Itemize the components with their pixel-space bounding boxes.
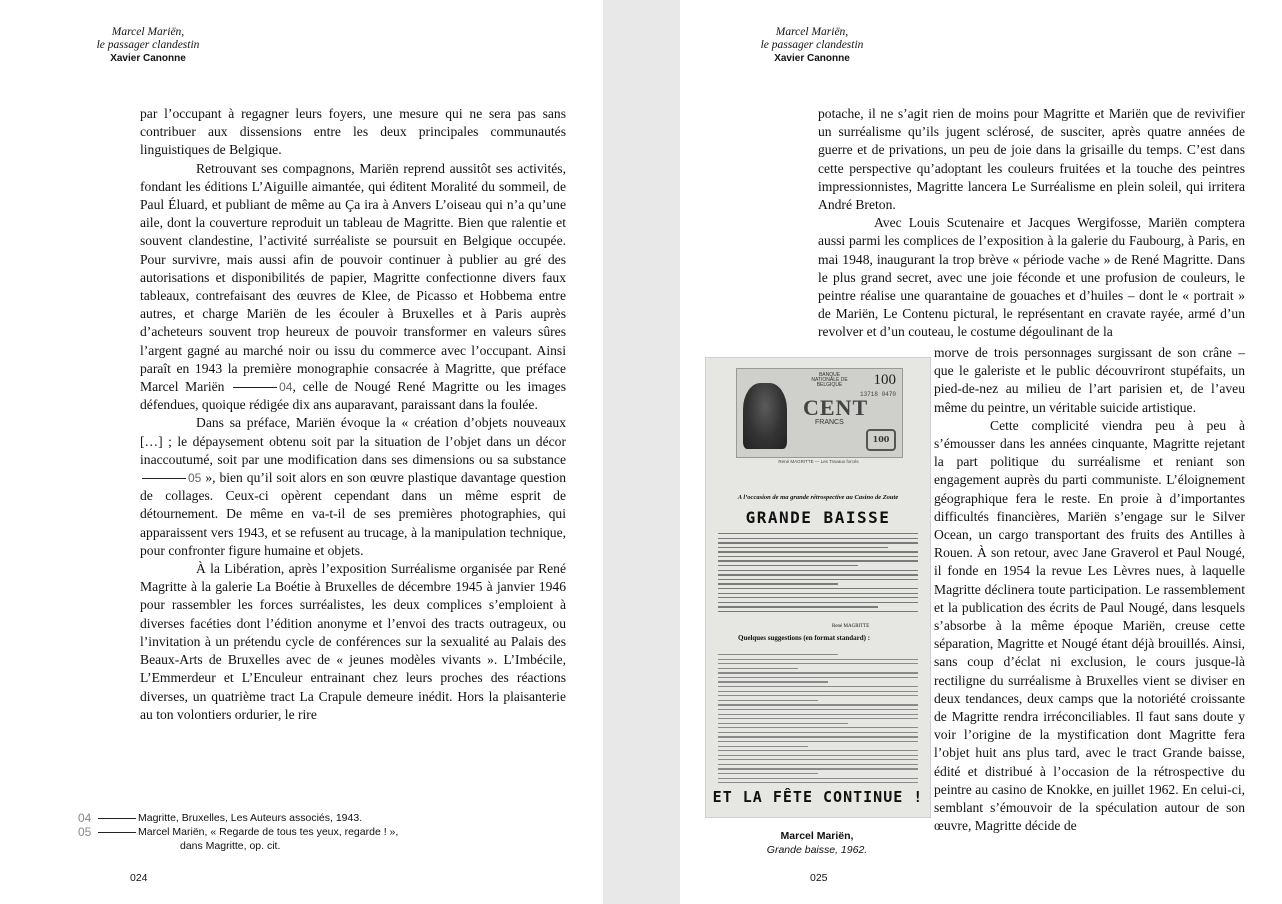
running-head-title-1: Marcel Mariën, [775,26,849,38]
footnotes [78,811,408,853]
page-gutter [603,0,680,904]
note-rule [142,478,186,479]
banknote-word: CENT [803,395,869,420]
running-head-title-1: Marcel Mariën, [111,26,185,38]
footnote-number: 04 [78,811,92,825]
paragraph: Avec Louis Scutenaire et Jacques Wergifosse, Mariën comptera aussi parmi les complices de l’exposition à la galerie du Faubourg, à Paris, en mai 1948, inaugurant la trop brève « période vache » de René Magritte. Dans le plus grand secret, avec une joie féconde et une profusion de couleurs, le peintre réalise une quarantaine de gouaches et d’huiles – dont le « portrait » de Mariën, Le Contenu pictural, le représentant en cravate rayée, armé d’un revolver et d’un couteau, le costume dégoulinant de la [818,215,1245,340]
footnote-text: Magritte, Bruxelles, Les Auteurs associés, 1943. [138,812,363,824]
footnote-text: Marcel Mariën, « Regarde de tous tes yeux, regarde ! », dans Magritte, op. cit. [138,826,399,852]
tract-price-table [718,654,918,787]
running-head [78,26,218,65]
banknote-serial: 13718 0470 [859,391,896,398]
running-head-author: Xavier Canonne [774,53,850,64]
footnote-number: 05 [78,825,92,839]
paragraph: Dans sa préface, Mariën évoque la « création d’objets nouveaux […] ; le dépaysement obtenu soit par la situation de l’objet dans un décor inaccoutumé, soit par une modification dans ses dimensions ou sa substance 05 », bien qu’il soit alors en son œuvre plastique davantage question de collages. Ceux-ci opèrent cependant dans un même esprit de détournement. De même en va-t-il de ses premières photographies, qui apparaissent vers 1943, et se refusent au trucage, à la manipulation technique, pour confronter figure humaine et objets. [140,415,567,558]
footnote [78,811,408,825]
paragraph: À la Libération, après l’exposition Surréalisme organisée par René Magritte à la galerie La Boétie à Bruxelles de décembre 1945 à janvier 1946 pour rassembler les forces surréalistes, les deux complices s’emploient à diverses facéties dont l’édition anonyme et l’envoi des tracts outrageux, ou l’invitation à un prétendu cycle de conférences sur la sexualité au Palais des Beaux-Arts de Bruxelles avec de « jeunes modèles vivants ». L’Imbécile, L’Emmerdeur et L’Enculeur entrainant chez leurs proches des réactions diverses, un quatrième tract La Crapule demeure inédit. Hors la plaisanterie au ton volontiers ordurier, le rire [140,561,566,722]
left-body-text [140,105,566,724]
banknote-bank: BANQUE NATIONALE DE BELGIQUE [811,372,848,388]
caption-author: Marcel Mariën, [780,830,854,842]
grande-baisse-image [705,357,931,818]
footnote-ref-05[interactable]: 05 [188,471,202,486]
running-head-author: Xavier Canonne [110,53,186,64]
page-number: 024 [130,872,148,884]
left-page [0,0,603,904]
footnote-rule [98,818,136,819]
right-body-text-top [818,105,1245,342]
banknote-caption: René MAGRITTE — Les Travaux forcés [778,459,859,464]
running-head [742,26,882,65]
footnote-ref-04[interactable]: 04 [279,380,293,395]
banknote-denomination: 100 [873,372,896,388]
paragraph: Retrouvant ses compagnons, Mariën reprend aussitôt ses activités, fondant les éditions L’Aiguille aimantée, qui éditent Moralité du sommeil, de Paul Éluard, et publiant de même au Ça ira à Anvers L’oiseau qui n’a qu’une aile, dont la couverture reproduit un tableau de Magritte. Bien que ralentie et souvent clandestine, l’activité surréaliste se poursuit en Belgique occupée. Pour survivre, mais aussi afin de pouvoir continuer à publier au gré des autorisations et disponibilités de papier, Magritte confectionne divers faux tableaux, contrefaisant des œuvres de Klee, de Picasso et Hobbema entre autres, et charge Mariën de les écouler à Bruxelles et à Paris auprès d’acheteurs souvent trop heureux de pouvoir transformer en valeurs sûres l’argent gagné au marché noir ou issu du commerce avec l’occupant. Ainsi paraît en 1943 la première monographie consacrée à Magritte, que préface Marcel Mariën 04, celle de Nougé René Magritte ou les images défendues, quoique rédigée dix ans auparavant, paraissant dans la foulée. [140,160,566,413]
paragraph: par l’occupant à regagner leurs foyers, une mesure qui ne sera pas sans contribuer aux dissensions entre les deux principales communautés linguistiques de Belgique. [140,106,566,158]
tract-footer: ET LA FÊTE CONTINUE ! [712,788,924,806]
tract-headline: GRANDE BAISSE [745,508,891,527]
caption-title: Grande baisse, 1962. [766,844,868,856]
running-head-title-2: le passager clandestin [760,39,864,51]
footnote [78,825,408,853]
note-rule [233,387,277,388]
right-body-text-column [934,344,1245,835]
figure-caption [705,829,929,857]
banknote-currency: FRANCS [815,419,844,426]
running-head-title-2: le passager clandestin [96,39,200,51]
banknote-seal: 100 [866,429,896,451]
right-page [680,0,1282,904]
paragraph: Cette complicité viendra peu à peu à s’émousser dans les années cinquante, Magritte rejetant la part politique du surréalisme et reniant son engagement auprès du parti communiste. L’éloignement géographique fera le reste. En proie à d’importantes difficultés financières, Mariën s’engage sur le Silver Ocean, un cargo transportant des fruits des Antilles à Rouen. À son retour, avec Jane Graverol et Paul Nougé, il fonde en 1954 la revue Les Lèvres nues, à laquelle Magritte déclinera toute participation. Le rassemblement et la publication des écrits de Paul Nougé, dans lesquels s’absorbe à la même époque Mariën, creuse cette séparation, Magritte et Nougé étant déjà brouillés. Ainsi, sans coup d’éclat ni exclusion, le cours jusque-là rectiligne du surréalisme à Bruxelles vient se diviser en deux tendances, deux camps que la notoriété croissante de Magritte rendra irréconciliables. Il faut sans doute y voir l’origine de la mystification dont Magritte fera l’objet huit ans plus tard, avec le tract Grande baisse, édité et distribué à l’occasion de la rétrospective du peintre au casino de Knokke, en juillet 1962. En celui-ci, semblant s’émouvoir de la spéculation autour de son œuvre, Magritte décide de [934,417,1245,834]
footnote-rule [98,832,136,833]
tract-occasion: A l’occasion de ma grande rétrospective au Casino de Zoute [737,494,899,501]
tract-signature: René MAGRITTE [832,624,870,629]
banknote-image [736,368,903,458]
page-number: 025 [810,872,828,884]
tract-subhead: Quelques suggestions (en format standard) : [738,634,871,642]
paragraph: morve de trois personnages surgissant de son crâne – que le galeriste et le public découvriront stupéfaits, un pied-de-nez au milieu de l’art parisien et, de l’aveu même du peintre, un véritable suicide artistique. [934,345,1245,415]
paragraph: potache, il ne s’agit rien de moins pour Magritte et Mariën que de revivifier un surréalisme qu’ils jugent sclérosé, de susciter, après quatre années de guerre et de privations, un peu de joie dans la grisaille du temps. C’est dans cette perspective qu’adoptant les couleurs fruitées et la touche des peintres impressionnistes, Magritte lancera Le Surréalisme en plein soleil, qui irritera André Breton. [818,106,1245,213]
portrait-image [743,383,787,449]
tract-text-block [718,533,918,615]
